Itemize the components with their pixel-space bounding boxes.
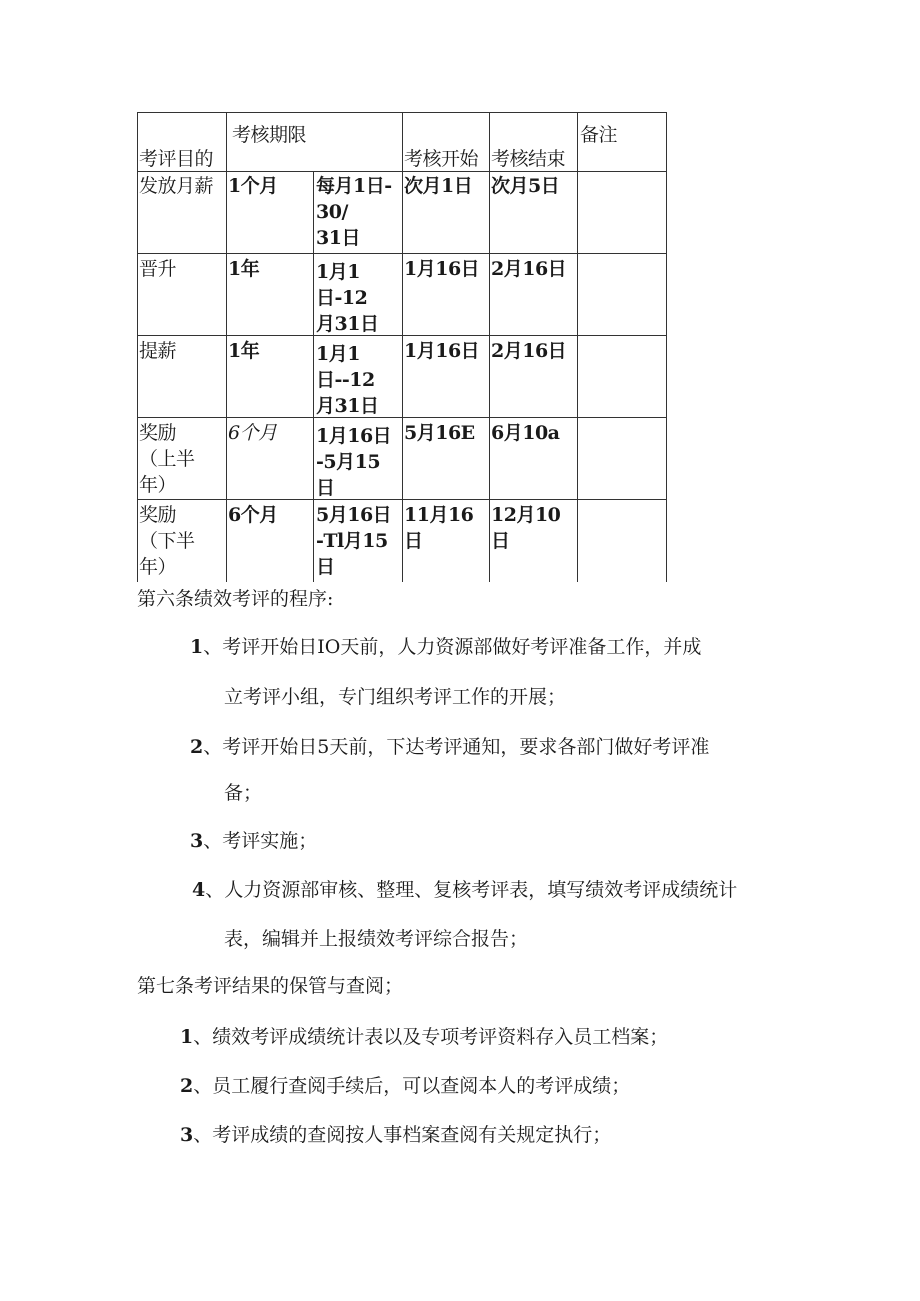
- item-text: 、员工履行查阅手续后，可以查阅本人的考评成绩；: [193, 1075, 631, 1097]
- article7-title: 第七条考评结果的保管与查阅；: [137, 975, 404, 997]
- header-purpose: 考评目的: [139, 148, 214, 170]
- row-purpose: 奖励 （上半 年）: [139, 422, 195, 496]
- header-end: 考核结束: [491, 148, 566, 170]
- header-period: 考核期限: [232, 124, 307, 146]
- row-end: 次月5日: [491, 175, 560, 197]
- list-item: [190, 828, 317, 854]
- row-range: 每月1日- 30/ 31日: [316, 175, 392, 249]
- list-item: [180, 1024, 668, 1050]
- row-cycle: 1个月: [228, 175, 278, 197]
- row-range: 5月16日 -Tl月15 日: [316, 504, 392, 578]
- row-end: 6月10a: [491, 422, 560, 444]
- row-end: 2月16日: [491, 340, 567, 362]
- item-text: 、考评成绩的查阅按人事档案查阅有关规定执行；: [193, 1124, 612, 1146]
- table-col-line: [137, 112, 138, 582]
- table-col-line: [577, 112, 578, 582]
- row-start: 5月16E: [404, 422, 475, 444]
- row-cycle: 1年: [228, 258, 260, 280]
- article6-title: 第六条绩效考评的程序:: [137, 588, 334, 610]
- item-number: 3: [180, 1124, 194, 1146]
- list-item: [180, 1122, 611, 1148]
- row-range: 1月1 日-12 月31日: [316, 261, 379, 335]
- table-col-line: [666, 112, 667, 582]
- row-start: 次月1日: [404, 175, 473, 197]
- row-cycle: 6个月: [228, 422, 277, 444]
- item-text: 、考评实施；: [203, 830, 318, 852]
- item-continuation: 备；: [224, 782, 263, 804]
- row-start: 1月16日: [404, 258, 480, 280]
- table-col-line: [313, 171, 314, 582]
- header-note: 备注: [580, 124, 618, 146]
- item-text: 、考评开始日IO天前，人力资源部做好考评准备工作，并成: [203, 636, 702, 658]
- list-item: [180, 1073, 630, 1099]
- item-number: 3: [190, 830, 204, 852]
- row-cycle: 6个月: [228, 504, 278, 526]
- item-continuation: 立考评小组，专门组织考评工作的开展；: [224, 686, 567, 708]
- row-end: 12月10 日: [491, 504, 561, 552]
- item-number: 1: [180, 1026, 194, 1048]
- assessment-table: [0, 0, 920, 600]
- header-start: 考核开始: [404, 148, 479, 170]
- list-item: [190, 634, 701, 660]
- item-number: 2: [180, 1075, 194, 1097]
- row-purpose: 发放月薪: [139, 175, 214, 197]
- item-number: 4: [192, 879, 206, 901]
- table-col-line: [226, 112, 227, 582]
- row-range: 1月1 日--12 月31日: [316, 343, 379, 417]
- row-purpose: 晋升: [139, 258, 177, 280]
- table-col-line: [402, 112, 403, 582]
- row-start: 1月16日: [404, 340, 480, 362]
- item-text: 、考评开始日5天前，下达考评通知，要求各部门做好考评准: [203, 736, 710, 758]
- item-number: 1: [190, 636, 204, 658]
- row-purpose: 提薪: [139, 340, 177, 362]
- item-continuation: 表，编辑并上报绩效考评综合报告；: [224, 928, 529, 950]
- item-text: 、绩效考评成绩统计表以及专项考评资料存入员工档案；: [193, 1026, 669, 1048]
- row-cycle: 1年: [228, 340, 260, 362]
- row-end: 2月16日: [491, 258, 567, 280]
- list-item: [192, 877, 737, 903]
- list-item: [190, 734, 709, 760]
- item-number: 2: [190, 736, 204, 758]
- row-purpose: 奖励 （下半 年）: [139, 504, 195, 578]
- row-start: 11月16 日: [404, 504, 474, 552]
- row-range: 1月16日 -5月15 日: [316, 425, 392, 499]
- table-col-line: [489, 112, 490, 582]
- item-text: 、人力资源部审核、整理、复核考评表，填写绩效考评成绩统计: [205, 879, 738, 901]
